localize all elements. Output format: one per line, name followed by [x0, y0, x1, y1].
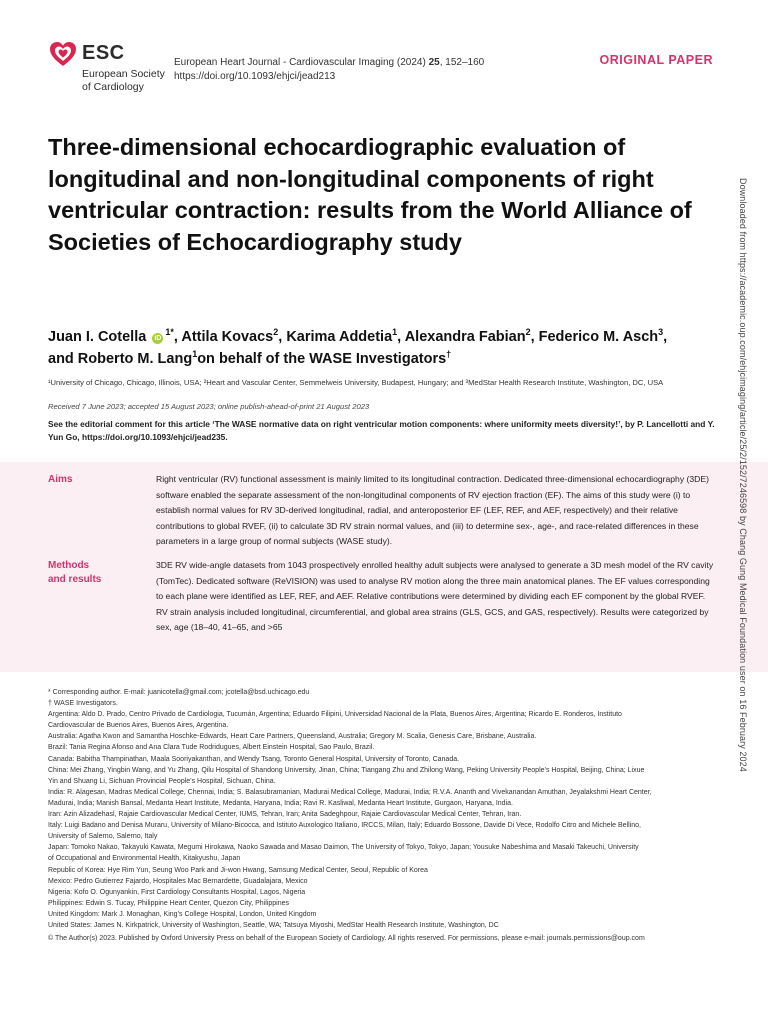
footnote-line: India: R. Alagesan, Madras Medical College, Chennai, India; S. Balasubramanian, Madurai Medical College, Madurai, India; R.V.A. Ananth and Vivekanandan Amuthan, Jeyalakshmi Heart Center, — [48, 788, 652, 796]
author-affiliation-marker: 2 — [273, 327, 279, 338]
author-list — [48, 326, 688, 370]
footnote-line: Brazil: Tania Regina Afonso and Ana Clara Tude Rodridugues, Albert Einstein Hospital, Sao Paulo, Brazil. — [48, 744, 375, 752]
author-affiliation-marker: 1 — [192, 349, 198, 360]
logo-wordmark: ESC — [82, 42, 125, 64]
footnote-line: United States: James N. Kirkpatrick, University of Washington, Seattle, WA; Tatsuya Miyoshi, MedStar Health Research Institute, Washington, DC — [48, 921, 499, 929]
author-name[interactable]: Juan I. Cotella — [48, 329, 147, 345]
esc-logo[interactable] — [48, 40, 178, 96]
article-title: Three-dimensional echocardiographic evaluation of longitudinal and non-longitudinal components of right ventricular contraction: results from the World Alliance of Societies of Echocardiography study — [48, 134, 692, 255]
footnote-line: of Occupational and Environmental Health, Kitakyushu, Japan — [48, 855, 241, 863]
footnote-line: Argentina: Aldo D. Prado, Centro Privado de Cardiologia, Tucumán, Argentina; Eduardo Filipini, Universidad Nacional de la Plata, Buenos Aires, Argentina; Ricardo E. Ronderos, Instituto — [48, 711, 622, 719]
aims-text: Right ventricular (RV) functional assessment is mainly limited to its longitudinal contraction. Dedicated three-dimensional echocardiography (3DE) software enabled the separate assessment of the non-longitudinal components of RV ejection fraction (EF). The aims of this study were (i) to establish normal values for RV 3D-derived longitudinal, radial, and anteroposterior EF (LEF, REF, and AEF, respectively) and their relative contributions to global RVEF, (ii) to calculate 3D RV strain normal values, and (iii) to determine sex-, age-, and race-related differences in these parameters in a large group of normal subjects (WASE study). — [156, 474, 709, 546]
page-header — [48, 40, 720, 96]
footnote-line: † WASE Investigators. — [48, 700, 118, 708]
download-watermark — [736, 178, 750, 844]
methods-heading-line-1: Methods — [48, 560, 90, 571]
journal-pages: , 152–160 — [439, 57, 485, 68]
footnote-line: Philippines: Edwin S. Tucay, Philippine Heart Center, Quezon City, Philippines — [48, 899, 289, 907]
logo-subtitle-line-2: of Cardiology — [82, 81, 144, 93]
footnote-line: Republic of Korea: Hye Rim Yun, Seung Woo Park and Ji-won Hwang, Samsung Medical Center, Seoul, Republic of Korea — [48, 866, 428, 874]
received-dates: Received 7 June 2023; accepted 15 August 2023; online publish-ahead-of-print 21 August 2023 — [48, 402, 370, 411]
footnote-line: Nigeria: Kofo O. Ogunyankin, First Cardiology Consultants Hospital, Lagos, Nigeria — [48, 888, 306, 896]
editorial-note: See the editorial comment for this article ‘The WASE normative data on right ventricular motion components: where uniformity meets diversity!’, by P. Lancellotti and Y. Yun Go, https://doi.org/10.1093/ehjci/jead235. — [48, 419, 715, 442]
footnote-line: Italy: Luigi Badano and Denisa Muraru, University of Milano-Bicocca, and Istituto Auxologico Italiano, IRCCS, Milan, Italy; Eduardo Bossone, Davide Di Vece, Rodolfo Citro and Michele Bellino, — [48, 822, 641, 830]
abstract-box — [0, 462, 768, 672]
author-group-marker: † — [446, 349, 452, 360]
author-name[interactable]: , Attila Kovacs — [173, 329, 274, 345]
author-name[interactable]: , Federico M. Asch — [530, 329, 659, 345]
journal-citation — [174, 56, 484, 84]
journal-volume: 25 — [428, 57, 440, 68]
methods-text: 3DE RV wide-angle datasets from 1043 prospectively enrolled healthy adult subjects were analysed to generate a 3D mesh model of the RV cavity (TomTec). Dedicated software (ReVISION) was used to analyse RV motion along the three main anatomical planes. The EF values corresponding to each plane were identified as LEF, REF, and AEF. Relative contributions were determined by dividing each EF component by the global RVEF. RV strain analysis included longitudinal, circumferential, and global area strains (GLS, GCS, and GAS, respectively). Results were categorized by sex, age (18–40, 41–65, and >65 — [156, 560, 714, 632]
footnote-line: United Kingdom: Mark J. Monaghan, King’s College Hospital, London, United Kingdom — [48, 910, 317, 918]
footnote-line: Madurai, India; Manish Bansal, Medanta Heart Institute, Medanta, Haryana, India; Ravi R. Kasliwal, Medanta Heart Institute, Gurgaon, Haryana, India. — [48, 799, 513, 807]
footnote-line: Iran: Azin Alizadehasl, Rajaie Cardiovascular Medical Center, IUMS, Tehran, Iran; Anita Sadeghpour, Rajaie Cardiovascular Medical Center, Tehran, Iran. — [48, 811, 522, 819]
footnote-line: Mexico: Pedro Gutierrez Fajardo, Hospitales Mac Bernardette, Guadalajara, Mexico — [48, 877, 308, 885]
footnote-line: Australia: Agatha Kwon and Samantha Hoschke-Edwards, Heart Care Partners, Queensland, Australia; Gregory M. Scalia, Genesis Care, Brisbane, Australia. — [48, 733, 537, 741]
download-watermark-text: Downloaded from https://academic.oup.com/ehjcimaging/article/25/2/152/7246598 by Chang Gung Medical Foundation user on 16 February 2024 — [738, 178, 748, 772]
footnote-line: University of Salerno, Salerno, Italy — [48, 833, 158, 841]
doi-link[interactable]: https://doi.org/10.1093/ehjci/jead213 — [174, 71, 336, 82]
footnotes — [48, 687, 720, 944]
author-affiliation-marker: 1 — [392, 327, 398, 338]
affiliations: ¹University of Chicago, Chicago, Illinois, USA; ²Heart and Vascular Center, Semmelweis University, Budapest, Hungary; and ³MedStar Health Research Institute, Washington, DC, USA — [48, 378, 664, 387]
methods-heading-line-2: and results — [48, 574, 102, 585]
esc-heart-logo-icon — [48, 40, 78, 68]
footnote-line: China: Mei Zhang, Yingbin Wang, and Yu Zhang, Qilu Hospital of Shandong University, Jinan, China; Tiangang Zhu and Zhilong Wang, Peking University People’s Hospital, Beijing, China; Lixue — [48, 766, 645, 774]
author-name[interactable]: , Karima Addetia — [278, 329, 393, 345]
author-name[interactable]: , Alexandra Fabian — [397, 329, 526, 345]
author-affiliation-marker: 1* — [165, 327, 174, 338]
orcid-icon[interactable]: iD — [154, 335, 162, 342]
methods-heading — [48, 559, 101, 587]
footnote-line: Canada: Babitha Thampinathan, Maala Sooriyakanthan, and Wendy Tsang, Toronto General Hospital, University of Toronto, Canada. — [48, 755, 460, 763]
paper-type-label: ORIGINAL PAPER — [599, 53, 713, 67]
author-affiliation-marker: 2 — [525, 327, 531, 338]
footnote-line: * Corresponding author. E-mail: juanicotella@gmail.com; jcotella@bsd.uchicago.edu — [48, 689, 310, 696]
author-name[interactable]: , and Roberto M. Lang — [48, 329, 668, 367]
author-affiliation-marker: 3 — [658, 327, 664, 338]
author-group: on behalf of the WASE Investigators — [197, 351, 447, 367]
logo-subtitle-line-1: European Society — [82, 68, 165, 80]
footnote-line: Cardiovascular de Buenos Aires, Buenos Aires, Argentina. — [48, 722, 229, 730]
copyright-notice: © The Author(s) 2023. Published by Oxford University Press on behalf of the European Society of Cardiology. All rights reserved. For permissions, please e-mail: journals.permissions@oup.com — [48, 935, 645, 943]
footnote-line: Yin and Shuang Li, Sichuan Provincial People’s Hospital, Sichuan, China. — [48, 777, 276, 785]
journal-name: European Heart Journal - Cardiovascular Imaging (2024) — [174, 57, 426, 68]
footnote-line: Japan: Tomoko Nakao, Takayuki Kawata, Megumi Hirokawa, Naoko Sawada and Masao Daimon, The University of Tokyo, Tokyo, Japan; Yousuke Nabeshima and Masaki Takeuchi, University — [48, 844, 639, 852]
aims-heading: Aims — [48, 474, 73, 485]
